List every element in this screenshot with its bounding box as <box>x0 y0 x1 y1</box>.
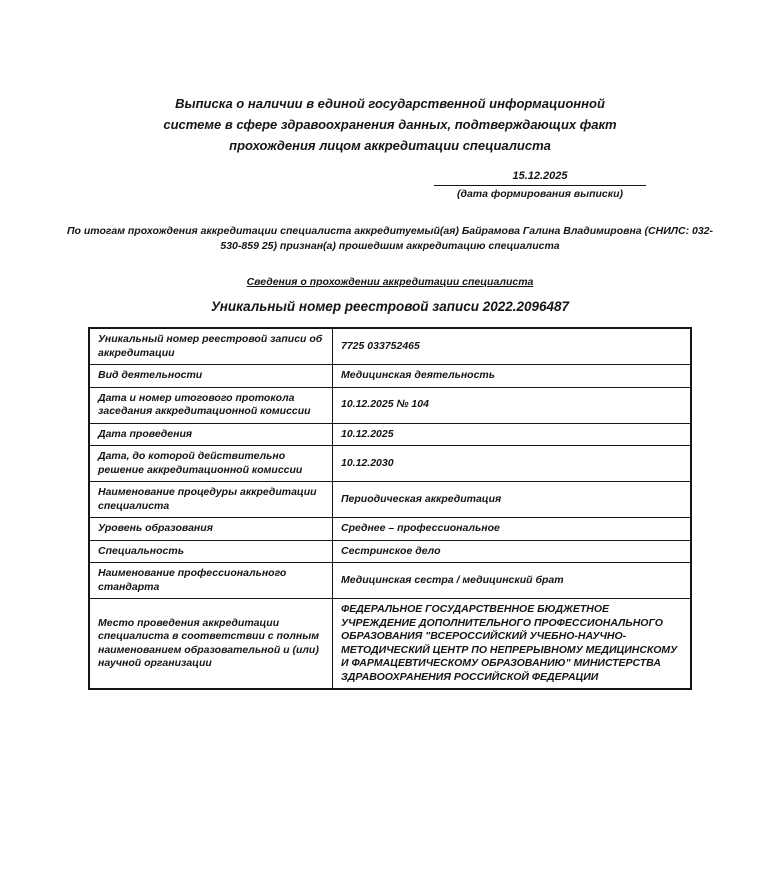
row-value: 10.12.2030 <box>333 446 692 482</box>
row-value: 10.12.2025 № 104 <box>333 387 692 423</box>
table-row <box>89 446 691 482</box>
table-row <box>89 365 691 388</box>
row-value: Медицинская сестра / медицинский брат <box>333 563 692 599</box>
accreditation-summary: По итогам прохождения аккредитации специалиста аккредитуемый(ая) Байрамова Галина Владимировна (СНИЛС: 032-530-859 25) признан(а) прошедшим аккредитацию специалиста <box>66 225 713 252</box>
row-label: Дата, до которой действительно решение аккредитационной комиссии <box>89 446 333 482</box>
row-value: Сестринское дело <box>333 540 692 563</box>
table-row <box>89 328 691 365</box>
row-value: Периодическая аккредитация <box>333 482 692 518</box>
extract-date-caption: (дата формирования выписки) <box>456 188 624 200</box>
table-row <box>89 423 691 446</box>
row-label: Дата и номер итогового протокола заседания аккредитационной комиссии <box>89 387 333 423</box>
table-row <box>89 518 691 541</box>
row-label: Уровень образования <box>89 518 333 541</box>
table-row <box>89 387 691 423</box>
section-heading: Сведения о прохождении аккредитации специалиста <box>246 276 534 288</box>
row-value: 7725 033752465 <box>333 328 692 365</box>
row-value: Среднее – профессиональное <box>333 518 692 541</box>
extract-date-block <box>434 170 646 200</box>
title-line-2: системе в сфере здравоохранения данных, подтверждающих факт <box>163 117 617 132</box>
row-label: Вид деятельности <box>89 365 333 388</box>
title-line-3: прохождения лицом аккредитации специалиста <box>229 138 551 153</box>
title-line-1: Выписка о наличии в единой государственной информационной <box>175 96 605 111</box>
row-value: 10.12.2025 <box>333 423 692 446</box>
row-label: Дата проведения <box>89 423 333 446</box>
document-title <box>120 93 660 156</box>
registry-number-heading: Уникальный номер реестровой записи 2022.2096487 <box>210 299 570 314</box>
accreditation-table <box>88 327 692 690</box>
row-value: Медицинская деятельность <box>333 365 692 388</box>
table-row <box>89 540 691 563</box>
row-label: Наименование профессионального стандарта <box>89 563 333 599</box>
extract-date: 15.12.2025 <box>434 170 646 186</box>
table-row <box>89 482 691 518</box>
row-label: Уникальный номер реестровой записи об аккредитации <box>89 328 333 365</box>
row-label: Место проведения аккредитации специалиста в соответствии с полным наименованием образовательной и (или) научной организации <box>89 599 333 690</box>
row-value: ФЕДЕРАЛЬНОЕ ГОСУДАРСТВЕННОЕ БЮДЖЕТНОЕ УЧРЕЖДЕНИЕ ДОПОЛНИТЕЛЬНОГО ПРОФЕССИОНАЛЬНОГО ОБРАЗОВАНИЯ "ВСЕРОССИЙСКИЙ УЧЕБНО-НАУЧНО-МЕТОДИЧЕСКИЙ ЦЕНТР ПО НЕПРЕРЫВНОМУ МЕДИЦИНСКОМУ И ФАРМАЦЕВТИЧЕСКОМУ ОБРАЗОВАНИЮ" МИНИСТЕРСТВА ЗДРАВООХРАНЕНИЯ РОССИЙСКОЙ ФЕДЕРАЦИИ <box>333 599 692 690</box>
row-label: Специальность <box>89 540 333 563</box>
table-row <box>89 599 691 690</box>
row-label: Наименование процедуры аккредитации специалиста <box>89 482 333 518</box>
table-row <box>89 563 691 599</box>
